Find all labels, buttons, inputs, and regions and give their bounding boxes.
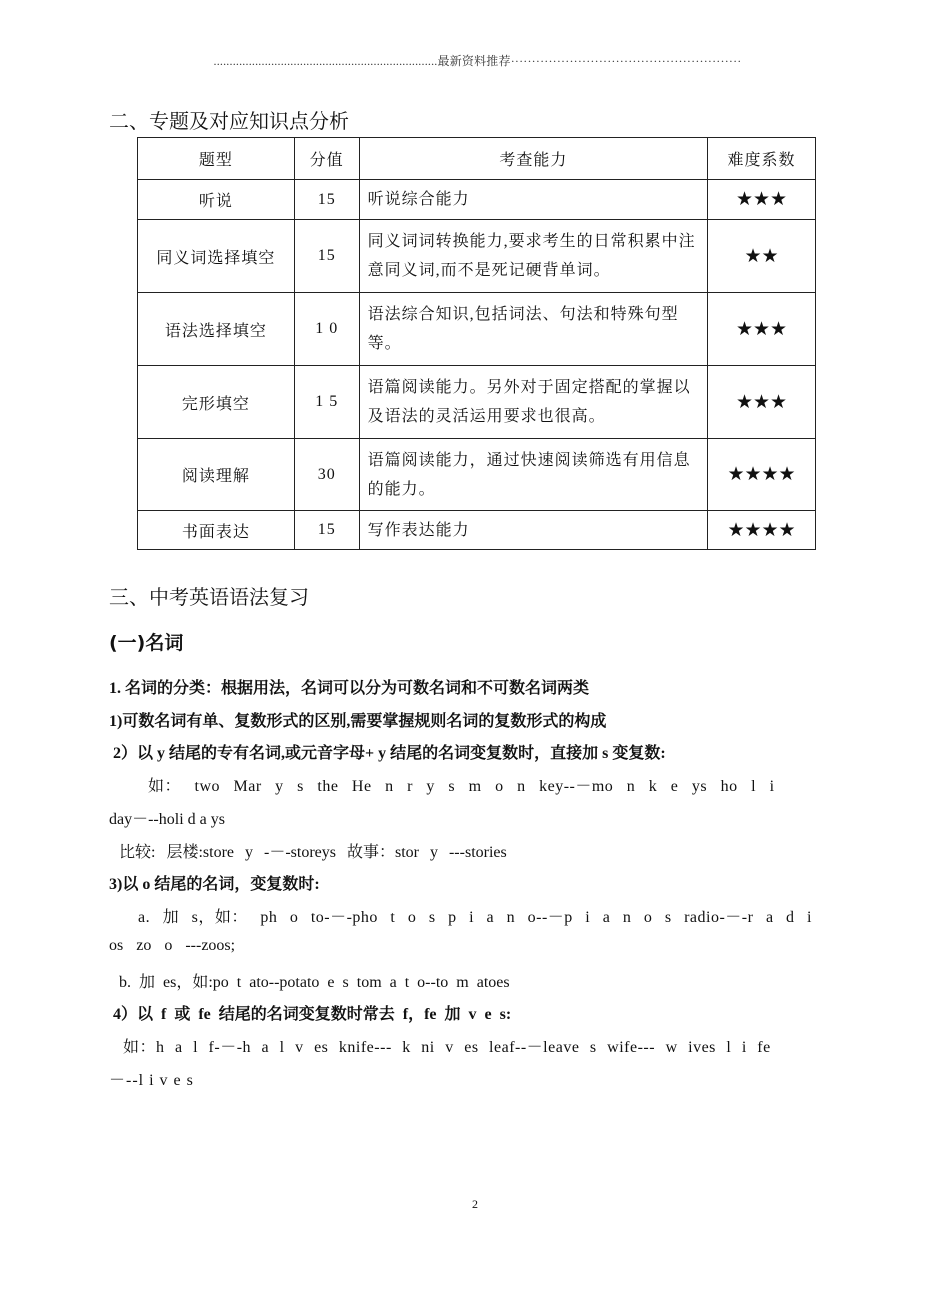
difficulty-cell: ★★★: [708, 366, 816, 439]
example-line: os zo o ---zoos;: [109, 937, 236, 954]
difficulty-cell: ★★★: [708, 180, 816, 220]
table-header-row: [138, 138, 816, 180]
score-cell: 30: [294, 439, 359, 511]
table-header-cell: 题型: [138, 138, 295, 180]
type-cell: 书面表达: [138, 511, 295, 550]
ability-cell: 写作表达能力: [359, 511, 707, 550]
comparison-line: 比较: 层楼:store y -－-storeys 故事：stor y ---stories: [119, 844, 507, 861]
score-cell: 1 5: [294, 366, 359, 439]
rule-y-ending-line: 2）以 y 结尾的专有名词,或元音字母+ y 结尾的名词变复数时，直接加 s 变复数:: [113, 745, 666, 762]
table-row: [138, 293, 816, 366]
table-header-cell: 分值: [294, 138, 359, 180]
difficulty-cell: ★★★: [708, 293, 816, 366]
example-line: day－--holi d a ys: [109, 811, 225, 828]
ability-cell: 同义词词转换能力,要求考生的日常积累中注意同义词,而不是死记硬背单词。: [359, 220, 707, 293]
score-cell: 1 0: [294, 293, 359, 366]
type-cell: 同义词选择填空: [138, 220, 295, 293]
table-row: [138, 511, 816, 550]
difficulty-cell: ★★★★: [708, 439, 816, 511]
table-row: [138, 220, 816, 293]
rule-f-fe-ending-line: 4）以 f 或 fe 结尾的名词变复数时常去 f，fe 加 v e s:: [113, 1006, 512, 1023]
table-row: [138, 439, 816, 511]
example-line: a. 加 s，如： ph o to-－-pho t o s p i a n o--－p i a n o s radio-－-r a d i: [138, 909, 812, 926]
type-cell: 听说: [138, 180, 295, 220]
section-3-title: 三、中考英语语法复习: [109, 585, 309, 609]
page-header: ......................................................................最新资料推荐·······················································: [213, 54, 742, 68]
example-line: －--l i v e s: [109, 1072, 194, 1089]
type-cell: 完形填空: [138, 366, 295, 439]
difficulty-cell: ★★★★: [708, 511, 816, 550]
score-cell: 15: [294, 511, 359, 550]
section-2-title: 二、专题及对应知识点分析: [109, 109, 349, 133]
type-cell: 阅读理解: [138, 439, 295, 511]
score-cell: 15: [294, 180, 359, 220]
knowledge-table: [137, 137, 816, 550]
table-header-cell: 考查能力: [359, 138, 707, 180]
example-line: b. 加 es，如:po t ato--potato e s tom a t o--to m atoes: [119, 974, 510, 991]
ability-cell: 语篇阅读能力。另外对于固定搭配的掌握以及语法的灵活运用要求也很高。: [359, 366, 707, 439]
page-number: 2: [472, 1197, 478, 1211]
type-cell: 语法选择填空: [138, 293, 295, 366]
table-row: [138, 180, 816, 220]
score-cell: 15: [294, 220, 359, 293]
subsection-nouns-title: (一)名词: [109, 632, 184, 654]
ability-cell: 语法综合知识,包括词法、句法和特殊句型等。: [359, 293, 707, 366]
example-line: 如： two Mar y s the He n r y s m o n key--－mo n k e ys ho l i: [148, 778, 775, 795]
ability-cell: 听说综合能力: [359, 180, 707, 220]
table-row: [138, 366, 816, 439]
noun-classification-line: 1. 名词的分类：根据用法，名词可以分为可数名词和不可数名词两类: [109, 680, 590, 697]
countable-nouns-line: 1)可数名词有单、复数形式的区别,需要掌握规则名词的复数形式的构成: [109, 713, 607, 730]
difficulty-cell: ★★: [708, 220, 816, 293]
table-header-cell: 难度系数: [708, 138, 816, 180]
example-line: 如：h a l f-－-h a l v es knife--- k ni v es leaf--－leave s wife--- w ives l i fe: [123, 1039, 771, 1056]
rule-o-ending-line: 3)以 o 结尾的名词，变复数时:: [109, 876, 320, 893]
ability-cell: 语篇阅读能力，通过快速阅读筛选有用信息的能力。: [359, 439, 707, 511]
